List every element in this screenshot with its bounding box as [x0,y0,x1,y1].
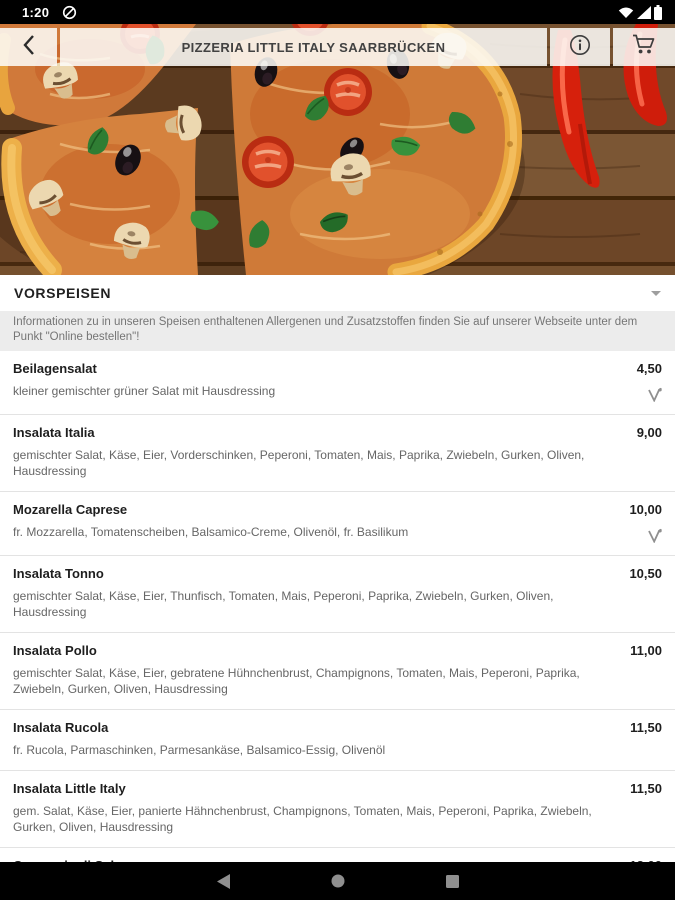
item-name: Insalata Tonno [13,566,104,581]
item-price: 11,00 [630,643,662,658]
wifi-icon [618,6,634,18]
menu-item-insalata-italia[interactable] [0,415,675,492]
item-price: 9,00 [636,425,662,440]
menu-item-mozarella-caprese[interactable] [0,492,675,556]
item-name: Insalata Rucola [13,720,109,735]
cart-button[interactable] [613,28,675,66]
clock: 1:20 [22,4,50,20]
menu-item-beilagensalat[interactable] [0,351,675,415]
item-text [13,781,618,835]
item-description: fr. Rucola, Parmaschinken, Parmesankäse, Balsamico-Essig, Olivenöl [13,743,386,757]
item-description: kleiner gemischter grüner Salat mit Hausdressing [13,384,276,398]
app-bar [0,28,675,66]
section-title: VORSPEISEN [14,285,112,301]
menu-content[interactable] [0,275,675,886]
info-button[interactable] [550,28,610,66]
item-description: gem. Salat, Käse, Eier, panierte Hähnchenbrust, Champignons, Tomaten, Mais, Peperoni, Paprika, Zwiebeln, Gurken, Oliven, Hausdressing [13,804,592,834]
menu-item-insalata-rucola[interactable] [0,710,675,771]
item-text [13,502,618,543]
item-price: 4,50 [636,361,662,376]
item-price: 10,00 [629,502,662,517]
item-meta [618,502,662,543]
item-text [13,425,618,479]
status-bar [0,0,675,24]
item-description: gemischter Salat, Käse, Eier, Thunfisch, Tomaten, Mais, Peperoni, Paprika, Zwiebeln, Gurken, Oliven, Hausdressing [13,589,554,619]
allergen-info-text: Informationen zu in unseren Speisen enthaltenen Allergenen und Zusatzstoffen finden Sie auf unserer Webseite unter dem Punkt "Online bestellen"! [0,311,675,351]
battery-icon [654,5,662,20]
menu-item-insalata-pollo[interactable] [0,633,675,710]
cart-icon [632,34,656,61]
item-name: Insalata Italia [13,425,95,440]
item-meta [618,566,662,620]
item-name: Beilagensalat [13,361,97,376]
info-icon [569,34,591,61]
item-price: 11,50 [630,781,662,796]
cell-signal-icon [637,6,651,19]
item-meta [618,425,662,479]
item-meta [618,781,662,835]
menu-item-insalata-tonno[interactable] [0,556,675,633]
menu-item-insalata-little-italy[interactable] [0,771,675,848]
menu-list [0,351,675,886]
nav-recents-button[interactable] [446,875,459,888]
do-not-disturb-icon [62,5,77,20]
page-title: PIZZERIA LITTLE ITALY SAARBRÜCKEN [60,28,547,66]
chevron-down-icon [651,291,661,296]
item-text [13,361,618,402]
item-name: Mozarella Caprese [13,502,128,517]
item-name: Insalata Pollo [13,643,97,658]
item-price: 10,50 [629,566,662,581]
item-name: Insalata Little Italy [13,781,126,796]
item-description: gemischter Salat, Käse, Eier, Vorderschinken, Peperoni, Tomaten, Mais, Paprika, Zwiebeln, Gurken, Oliven, Hausdressing [13,448,585,478]
back-button[interactable] [0,28,57,66]
nav-back-button[interactable] [217,874,230,889]
item-text [13,566,618,620]
item-text [13,643,618,697]
item-meta [618,361,662,402]
section-header-vorspeisen[interactable] [0,275,675,311]
nav-home-button[interactable] [331,874,345,888]
android-nav-bar [0,862,675,900]
item-meta [618,643,662,697]
item-meta [618,720,662,758]
chevron-left-icon [22,34,36,61]
item-description: gemischter Salat, Käse, Eier, gebratene Hühnchenbrust, Champignons, Tomaten, Mais, Peperoni, Paprika, Zwiebeln, Gurken, Oliven, Hausdressing [13,666,580,696]
item-description: fr. Mozzarella, Tomatenscheiben, Balsamico-Creme, Olivenöl, fr. Basilikum [13,525,409,539]
item-text [13,720,618,758]
vegetarian-icon [647,385,662,402]
status-icons [618,5,662,20]
item-price: 11,50 [630,720,662,735]
vegetarian-icon [647,526,662,543]
